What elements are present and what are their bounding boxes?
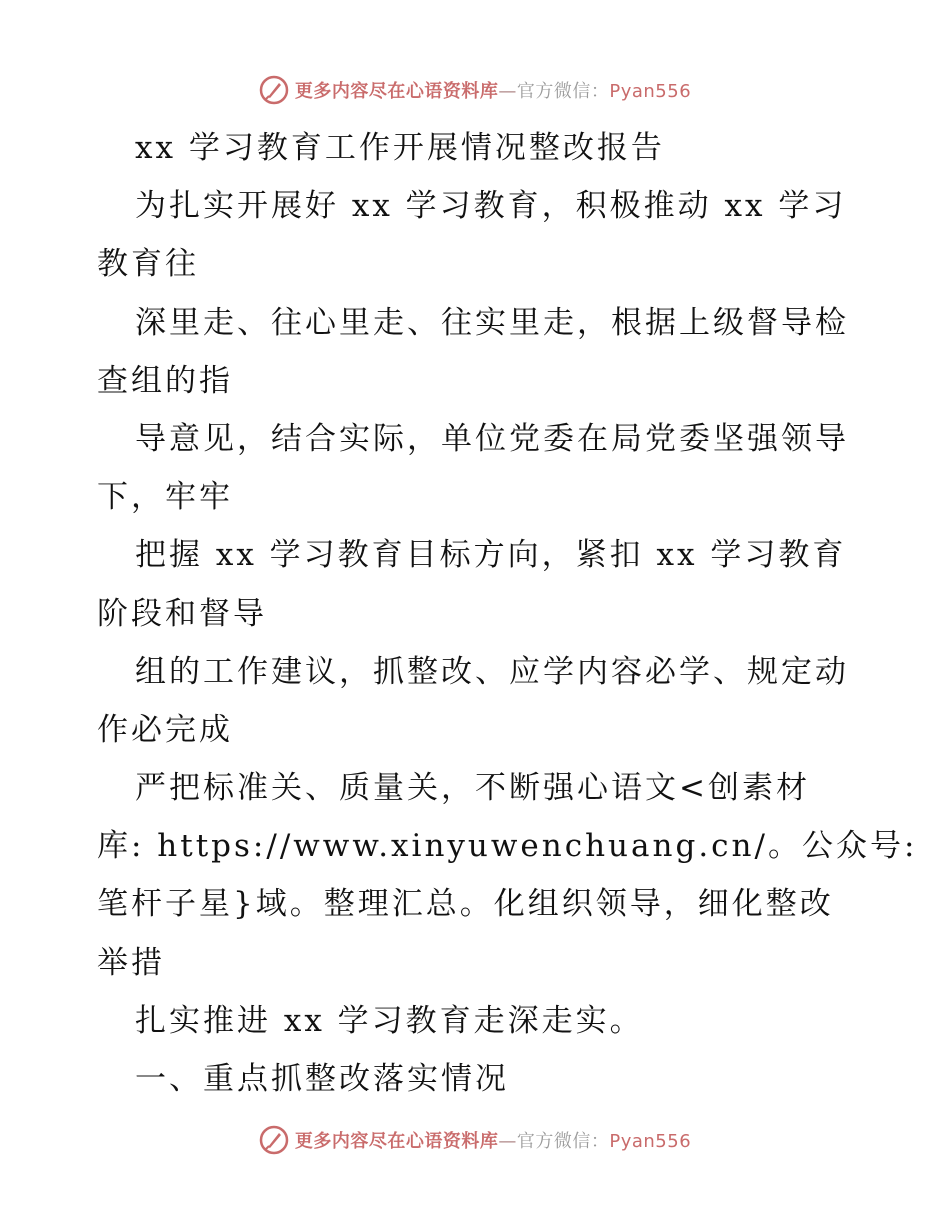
header-banner [0, 70, 950, 110]
document-line: 作必完成 [97, 711, 233, 748]
banner-wechat-id: Pyan556 [609, 1131, 692, 1152]
banner-text [295, 77, 691, 103]
banner-label: 官方微信： [516, 81, 610, 102]
banner-wechat-id: Pyan556 [609, 81, 692, 102]
document-line: 把握 xx 学习教育目标方向，紧扣 xx 学习教育 [135, 537, 847, 574]
banner-separator: — [498, 1131, 517, 1152]
document-line: 查组的指 [97, 362, 233, 399]
footer-banner [0, 1120, 950, 1160]
document-line: 下，牢牢 [97, 479, 233, 516]
banner-label: 官方微信： [516, 1131, 610, 1152]
document-line: 库: https://www.xinyuwenchuang.cn/。公众号: [97, 828, 918, 865]
feather-pen-logo-icon [259, 1125, 289, 1155]
document-line: 教育往 [97, 246, 199, 283]
section-heading: 一、重点抓整改落实情况 [135, 1061, 509, 1097]
document-line: 扎实推进 xx 学习教育走深走实。 [135, 1002, 644, 1039]
banner-text [295, 1127, 691, 1153]
document-line: 举措 [97, 944, 165, 981]
banner-main-text: 更多内容尽在心语资料库 [294, 1131, 499, 1152]
banner-separator: — [498, 81, 517, 102]
document-title: xx 学习教育工作开展情况整改报告 [135, 130, 665, 166]
feather-pen-logo-icon [259, 75, 289, 105]
document-line: 导意见，结合实际，单位党委在局党委坚强领导 [135, 420, 849, 457]
document-line: 严把标准关、质量关，不断强心语文<创素材 [135, 770, 810, 807]
banner-main-text: 更多内容尽在心语资料库 [294, 81, 499, 102]
document-line: 为扎实开展好 xx 学习教育，积极推动 xx 学习 [135, 188, 847, 225]
document-line: 组的工作建议，抓整改、应学内容必学、规定动 [135, 653, 849, 690]
document-body [97, 119, 918, 1108]
document-line: 深里走、往心里走、往实里走，根据上级督导检 [135, 304, 849, 341]
document-line: 阶段和督导 [97, 595, 267, 632]
document-line: 笔杆子星}域。整理汇总。化组织领导，细化整改 [97, 886, 834, 923]
